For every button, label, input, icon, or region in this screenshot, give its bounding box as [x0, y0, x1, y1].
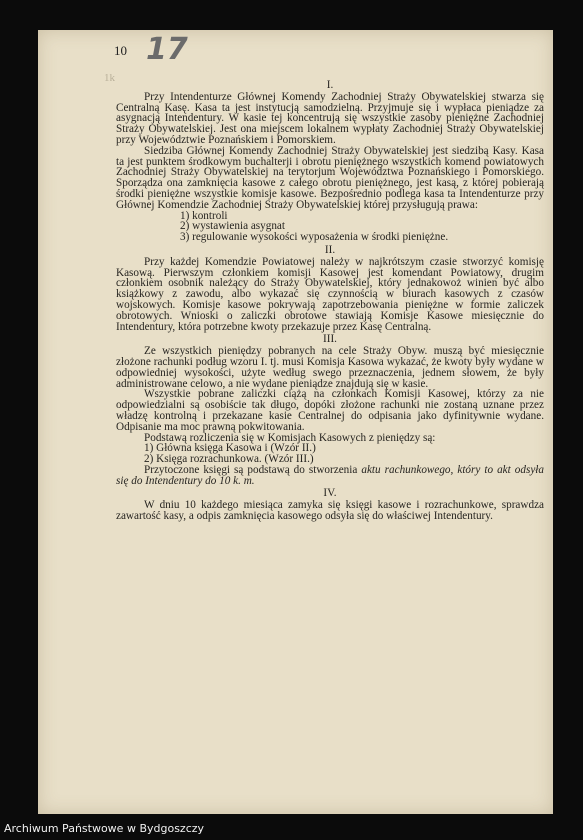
page-number: 10 — [114, 43, 127, 58]
section-heading: IV. — [323, 487, 337, 500]
list-item: 3) regulowanie wysokości wyposażenia w środki pieniężne. — [180, 231, 449, 244]
paragraph: Ze wszystkich pieniędzy pobranych na cele Straży Obyw. muszą być miesięcznie złożone rachunki podług wzoru I. tj. musi Komisja Kasowa wykazać, że kwoty były wydane w odpowiedniej wysokości, użyte według swego przeznaczenia, jednem słowem, że były administrowane celowo, a nie wydane pieniądze znajdują się w kasie. — [116, 345, 544, 390]
list-item: 1) Główna księga Kasowa i (Wzór II.) — [144, 442, 316, 455]
paragraph: Przy każdej Komendzie Powiatowej należy w najkrótszym czasie stworzyć komisję Kasową. Pierwszym członkiem komisji Kasowej jest komendant Powiatowy, drugim członkiem osobnik należący do Straży Obywatelskiej, który jednakowoż winien być albo książkowy z zawodu, albo wykazać się czynnością w biurach kasowych z czasów wojskowych. Komisje kasowe pokrywają zapotrzebowania pieniężne w formie zaliczek obrotowych. Wnioski o zaliczki obrotowe stawiają Komisje Kasowe miesięcznie do Intendentury, która potrzebne kwoty przekazuje przez Kasę Centralną. — [116, 255, 544, 333]
faded-mark: 1k — [104, 72, 115, 84]
archive-footer: Archiwum Państwowe w Bydgoszczy — [0, 818, 583, 840]
closing-text: Przytoczone księgi są podstawą do stworzenia — [144, 463, 362, 476]
document-page — [38, 30, 553, 814]
list-item: 2) Księga rozrachunkowa. (Wzór III.) — [144, 453, 314, 466]
paragraph: W dniu 10 każdego miesiąca zamyka się księgi kasowe i rozrachunkowe, sprawdza zawartość kasy, a odpis zamknięcia kasowego odsyła się do właściwej Intendentury. — [116, 499, 544, 523]
section-heading: II. — [324, 243, 336, 256]
pencil-annotation: 17 — [146, 32, 188, 67]
paragraph: Podstawą rozliczenia się w Komisjach Kasowych z pieniędzy są: — [144, 431, 436, 444]
paragraph — [116, 465, 544, 487]
paragraph: Wszystkie pobrane zaliczki ciążą na członkach Komisji Kasowej, którzy za nie odpowiedzialni są osobiście tak długo, dopóki złożone rachunki nie zostaną uznane przez władzę kontrolną i przekazane kasie Centralnej do odpisania jako dyfinitywnie wydane. Odpisanie ma moc prawną pokwitowania. — [116, 388, 544, 433]
closing-italic-text: aktu rachunkowego, który to akt odsyła się do Intendentury do 10 k. m. — [116, 463, 544, 487]
document-body — [116, 78, 544, 522]
section-heading: I. — [326, 79, 334, 91]
section-heading: III. — [323, 333, 337, 346]
paragraph: Przy Intendenturze Głównej Komendy Zachodniej Straży Obywatelskiej stwarza się Centralną Kasę. Kasa ta jest instytucją samodzielną. Przyjmuje się i wypłaca pieniądze za asygnacją Intendentury. W kasie tej koncentrują się wszystkie zasoby pieniężne Zachodniej Straży Obywatelskiej. Jest ona miejscem lokalnem wypłaty Zachodniej Straży Obywatelskiej przy Województwie Poznańskiem i Pomorskiem. — [116, 90, 544, 146]
list-item: 1) kontroli — [180, 209, 228, 222]
list-item: 2) wystawienia asygnat — [180, 220, 286, 233]
paragraph: Siedziba Głównej Komendy Zachodniej Straży Obywatelskiej jest siedzibą Kasy. Kasa ta jest punktem środkowym buchalterji i obrotu pieniężnego wszystkich komend powiatowych Zachodniej Straży Obywatelskiej na terytorjum Województwa Poznańskiego i Pomorskiego. Sporządza ona zamknięcia kasowe z całego obrotu pieniężnego, jest kasą, z której pobierają środki pieniężne wszystkie komisje kasowe. Bezpośrednio podlega kasa ta Intendenturze przy Głównej Komendzie Zachodniej Straży Obywatelskiej której przysługują prawa: — [116, 144, 544, 211]
